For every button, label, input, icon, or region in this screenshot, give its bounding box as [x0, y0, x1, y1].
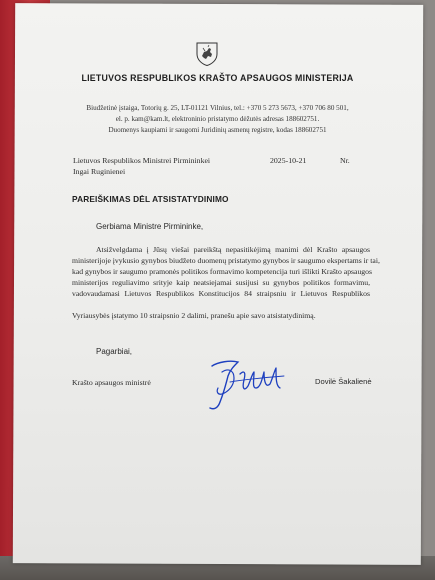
body-line: ministerijoje įvykusio gynybos biudžeto duomenų pristatymo gynybos ir saugumo ekspertams ir tai,: [72, 256, 380, 265]
body-line: kad gynybos ir saugumo pramonės politikos formavimo kompetencija turi išlikti Krašto apsaugos: [72, 267, 372, 276]
ministry-title: LIETUVOS RESPUBLIKOS KRAŠTO APSAUGOS MINISTERIJA: [81, 73, 354, 83]
body-line: ministerijos reguliavimo srityje kaip neatsiejamai susijusi su gynybos politikos formavimu,: [72, 278, 370, 287]
ministry-contacts: el. p. kam@kam.lt, elektroninio pristatymo dėžutės adresas 188602751.: [115, 115, 320, 123]
body-line: Atsižvelgdama į Jūsų viešai pareikštą nepasitikėjimą manimi dėl Krašto apsaugos: [96, 245, 370, 254]
letter-date: 2025-10-21: [270, 156, 307, 165]
vytis-coat-of-arms-icon: [196, 42, 218, 66]
signer-position: Krašto apsaugos ministrė: [72, 378, 151, 387]
letter-title: PAREIŠKIMAS DĖL ATSISTATYDINIMO: [72, 194, 229, 204]
body-line: vadovaudamasi Lietuvos Respublikos Konstitucijos 84 straipsniu ir Lietuvos Respublikos: [72, 289, 370, 298]
recipient-title: Lietuvos Respublikos Ministrei Pirmininkei: [73, 156, 211, 165]
ministry-registry: Duomenys kaupiami ir saugomi Juridinių asmenų registre, kodas 188602751: [108, 126, 327, 134]
handwritten-signature: [200, 352, 296, 414]
signer-name: Dovilė Šakalienė: [315, 377, 372, 386]
body-line: Vyriausybės įstatymo 10 straipsnio 2 dalimi, pranešu apie savo atsistatydinimą.: [72, 311, 316, 320]
letter-closing: Pagarbiai,: [96, 347, 133, 356]
recipient-name: Ingai Ruginienei: [73, 167, 126, 176]
letter-greeting: Gerbiama Ministre Pirmininke,: [96, 222, 204, 231]
ministry-address: Biudžetinė įstaiga, Totorių g. 25, LT-01121 Vilnius, tel.: +370 5 273 5673, +370 706 80 501,: [86, 104, 349, 112]
letter-number-label: Nr.: [340, 156, 350, 165]
